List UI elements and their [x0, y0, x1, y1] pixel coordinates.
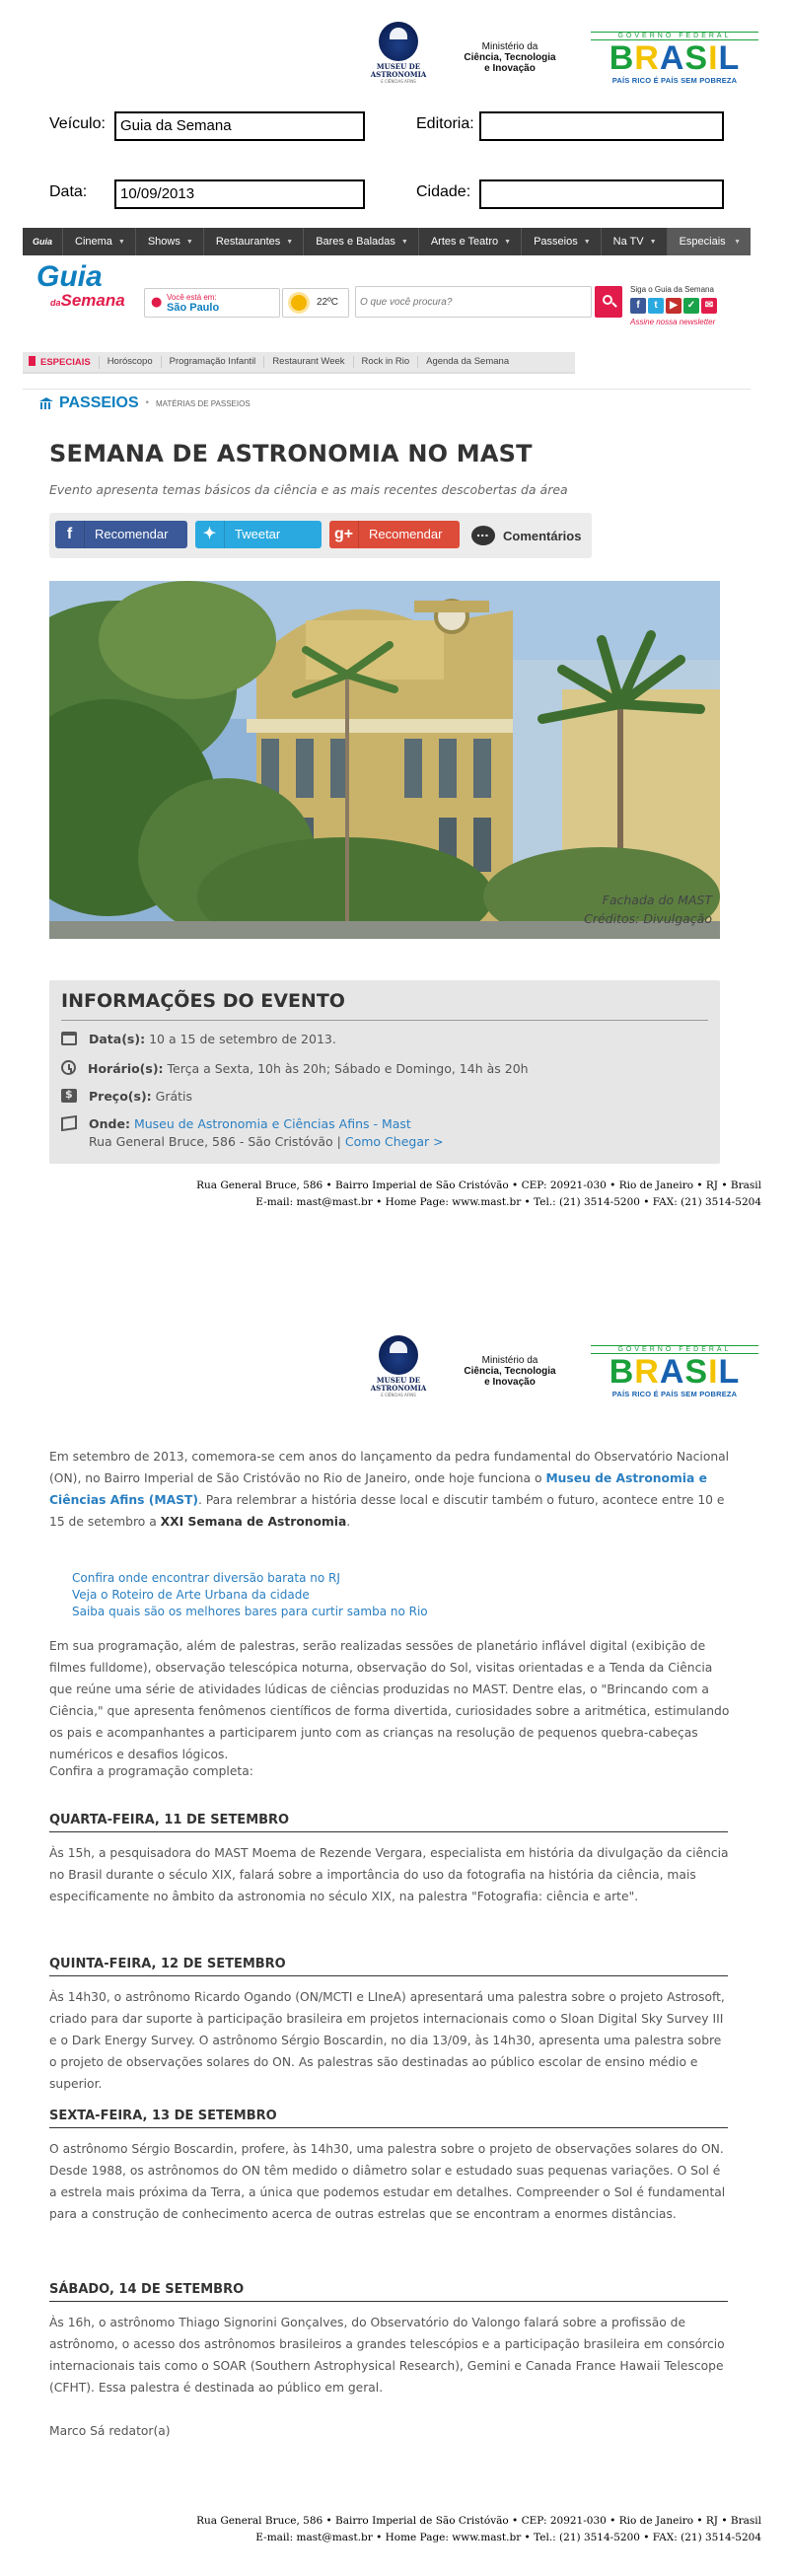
ministry-line3: e Inovação	[484, 1377, 536, 1388]
caret-down-icon: ▼	[400, 238, 408, 246]
brasil-wordmark: BRASIL	[609, 39, 741, 77]
logo-semana-text: Semana	[60, 291, 125, 310]
youtube-icon[interactable]: ▶	[666, 298, 681, 314]
subnav-horoscopo[interactable]: Horóscopo	[100, 356, 162, 368]
day-heading: QUINTA-FEIRA, 12 DE SETEMBRO	[49, 1957, 728, 1976]
ministry-line1: Ministério da	[481, 1355, 538, 1366]
event-date-value: 10 a 15 de setembro de 2013.	[149, 1032, 336, 1046]
mast-emblem-icon	[379, 1335, 418, 1375]
brasil-wordmark: BRASIL	[609, 1353, 741, 1391]
map-icon	[61, 1115, 77, 1131]
day-heading: SEXTA-FEIRA, 13 DE SETEMBRO	[49, 2109, 728, 2128]
share-label: Tweetar	[235, 527, 281, 541]
city-field[interactable]	[479, 179, 724, 209]
ministry-line2: Ciência, Tecnologia	[464, 52, 556, 63]
share-bar	[49, 513, 592, 558]
event-time-row	[61, 1060, 529, 1076]
subnav-label: ESPECIAIS	[40, 356, 91, 368]
brasil-tagline: PAÍS RICO É PAÍS SEM POBREZA	[611, 76, 738, 85]
search-input[interactable]	[360, 292, 567, 312]
twitter-icon[interactable]: t	[648, 298, 664, 314]
intro-text-2: . Para relembrar a história desse local e discutir também o futuro, acontece entre 10 e 15 de setembro a	[49, 1493, 725, 1529]
google-plus-share-button[interactable]	[329, 521, 460, 548]
nav-item-bares[interactable]	[303, 228, 418, 255]
event-time-value: Terça a Sexta, 10h às 20h; Sábado e Domingo, 14h às 20h	[167, 1061, 529, 1076]
nav-item-passeios[interactable]	[521, 228, 601, 255]
event-price-value: Grátis	[155, 1089, 193, 1104]
nav-item-label: Na TV	[612, 236, 644, 248]
event-address-text: Rua General Bruce, 586 - São Cristóvão |	[89, 1134, 341, 1149]
intro-end: .	[346, 1515, 351, 1529]
logo-de: da	[50, 298, 61, 308]
event-where-label: Onde:	[89, 1116, 130, 1131]
clock-icon	[61, 1060, 76, 1075]
related-links	[72, 1570, 428, 1620]
vehicle-label: Veículo:	[49, 115, 106, 132]
caret-down-icon: ▼	[286, 238, 294, 246]
subnav-rock-in-rio[interactable]: Rock in Rio	[354, 356, 419, 368]
nav-item-label: Cinema	[75, 236, 112, 248]
temperature: 22ºC	[317, 297, 338, 308]
day-text: Às 14h30, o astrônomo Ricardo Ogando (ON/MCTI e LIneA) apresentará uma palestra sobre o projeto Astrosoft, criado para dar suporte à participação brasileira em projetos internacionais como o Sloan Digital Sky Survey III e o Dark Energy Survey. O astrônomo Sérgio Boscardin, no dia 13/09, às 14h30, apresenta uma palestra sobre o projeto de observações solares do ON. As palestras são destinadas ao público escolar de ensino médio e superior.	[49, 1990, 725, 2091]
clipping-page-2	[0, 1288, 789, 2576]
program-intro: Confira a programação completa:	[49, 1764, 253, 1778]
related-link[interactable]: Confira onde encontrar diversão barata no RJ	[72, 1571, 340, 1585]
ministry-line1: Ministério da	[481, 41, 538, 52]
program-paragraph: Em sua programação, além de palestras, serão realizadas sessões de planetário inflável digital (exibição de filmes fulldome), observação telescópica noturna, observação do Sol, visitas orientadas e a Tenda da Ciência que reúne uma série de atividades lúdicas de ciências produzidas no MAST. Dentre elas, o "Brincando com a Ciência," que apresenta fenômenos científicos de forma divertida, curiosidades sobre a aritmética, estimulando os pais e acompanhantes a participarem junto com as crianças na resolução de pequenos quebra-cabeças numéricos e desafios lógicos.	[49, 1639, 730, 1761]
event-price-label: Preço(s):	[89, 1089, 152, 1104]
ministry-logo	[461, 1355, 559, 1388]
nav-item-label: Passeios	[534, 236, 578, 248]
brasil-tagline: PAÍS RICO É PAÍS SEM POBREZA	[611, 1390, 738, 1398]
mast-link[interactable]: Museu de Astronomia e Ciências Afins (MAST)	[49, 1471, 707, 1507]
footer-address-2	[196, 2513, 761, 2546]
share-label: Recomendar	[369, 527, 443, 541]
date-label: Data:	[49, 183, 88, 200]
photo-credit: Créditos: Divulgação	[584, 911, 712, 926]
vehicle-field[interactable]: Guia da Semana	[114, 111, 365, 141]
subnav-programacao-infantil[interactable]: Programação Infantil	[162, 356, 265, 368]
checkin-icon[interactable]: ✓	[683, 298, 699, 314]
mast-logo-sub: E CIÊNCIAS AFINS	[381, 79, 416, 84]
subnav-agenda[interactable]: Agenda da Semana	[426, 356, 510, 367]
museum-icon	[39, 397, 53, 409]
nav-item-label: Artes e Teatro	[430, 236, 499, 248]
mail-icon[interactable]: ✉	[701, 298, 717, 314]
brasil-gov-logo	[591, 32, 758, 89]
directions-link[interactable]: Como Chegar >	[344, 1134, 444, 1149]
gov-federal-label: GOVERNO FEDERAL	[591, 32, 758, 40]
intro-text-1: Em setembro de 2013, comemora-se cem anos do lançamento da pedra fundamental do Observatório Nacional (ON), no Bairro Imperial de São Cristóvão no Rio de Janeiro, onde hoje funciona o	[49, 1450, 730, 1485]
facebook-icon: f	[55, 521, 85, 548]
divider	[23, 389, 751, 390]
guia-da-semana-logo[interactable]	[36, 260, 125, 322]
logo-semana	[50, 291, 125, 312]
article-subtitle: Evento apresenta temas básicos da ciência e as mais recentes descobertas da área	[49, 482, 568, 497]
editorial-label: Editoria:	[416, 115, 474, 132]
price-tag-icon	[61, 1089, 77, 1103]
mast-logo	[367, 1335, 430, 1398]
nav-item-natv[interactable]	[601, 228, 667, 255]
day-text: Às 16h, o astrônomo Thiago Signorini Gonçalves, do Observatório do Valongo falará sobre a profissão de astrônomo, o acesso dos astrônomos brasileiros a grandes telescópios e a participação brasileira em consórcio internacionais tais como o SOAR (Southern Astrophysical Research), Gemini e Canada France Hawaii Telescope (CFHT). Essa palestra é destinada ao público em geral.	[49, 2316, 725, 2395]
editorial-field[interactable]	[479, 111, 724, 141]
facebook-share-button[interactable]	[55, 521, 187, 548]
hero-photo-mast-facade	[49, 581, 720, 939]
event-venue-link[interactable]: Museu de Astronomia e Ciências Afins - Mast	[133, 1116, 411, 1131]
specials-subnav	[23, 352, 575, 374]
event-info-box	[49, 980, 720, 1164]
facebook-icon[interactable]: f	[630, 298, 646, 314]
search-button[interactable]	[595, 286, 622, 318]
mast-logo-name: MUSEU DE ASTRONOMIA	[370, 62, 427, 79]
location-selector[interactable]	[144, 288, 280, 318]
event-date-row	[61, 1032, 336, 1046]
nav-item-artes[interactable]	[418, 228, 521, 255]
date-field[interactable]: 10/09/2013	[114, 179, 365, 209]
nav-item-especiais[interactable]	[667, 228, 751, 255]
city-label: Cidade:	[416, 183, 471, 200]
breadcrumb	[39, 394, 251, 412]
caret-down-icon: ▼	[649, 238, 657, 246]
event-price-row	[61, 1089, 192, 1104]
caret-down-icon: ▼	[117, 238, 125, 246]
nav-item-restaurantes[interactable]	[203, 228, 303, 255]
caret-down-icon: ▼	[734, 238, 741, 246]
nav-item-label: Restaurantes	[215, 236, 281, 248]
event-info-title: INFORMAÇÕES DO EVENTO	[61, 990, 345, 1012]
event-date-label: Data(s):	[89, 1032, 146, 1046]
day-text: Às 15h, a pesquisadora do MAST Moema de Rezende Vergara, especialista em história da divulgação da ciência no Brasil durante o século XIX, falará sobre a importância do uso da fotografia na história da ciência, mais especificamente no âmbito da astronomia no século XIX, na palestra "Fotografia: ciência e arte".	[49, 1846, 729, 1903]
sun-icon	[291, 295, 307, 311]
logo-guia: Guia	[36, 260, 103, 293]
related-link[interactable]: Veja o Roteiro de Arte Urbana da cidade	[72, 1588, 310, 1602]
calendar-icon	[61, 1032, 77, 1045]
caret-down-icon: ▼	[504, 238, 512, 246]
comment-bubble-icon	[471, 526, 495, 545]
share-label: Recomendar	[95, 527, 169, 541]
ministry-line3: e Inovação	[484, 63, 536, 74]
social-heading: Siga o Guia da Semana	[630, 285, 714, 294]
site-mini-logo[interactable]: Guia	[32, 237, 52, 247]
breadcrumb-section[interactable]: PASSEIOS	[59, 394, 139, 411]
twitter-bird-icon: ✦	[195, 521, 225, 548]
header-logos	[367, 22, 761, 91]
nav-item-shows[interactable]	[135, 228, 203, 255]
gov-federal-label: GOVERNO FEDERAL	[591, 1345, 758, 1354]
mast-logo-name: MUSEU DE ASTRONOMIA	[370, 1376, 427, 1393]
subnav-especiais[interactable]	[23, 356, 100, 369]
nav-item-label: Bares e Baladas	[316, 236, 395, 248]
location-pin-icon: ●	[151, 295, 163, 310]
google-plus-icon: g+	[329, 521, 359, 548]
ministry-logo	[461, 41, 559, 74]
header-logos	[367, 1335, 761, 1404]
mast-logo	[367, 22, 430, 85]
day-heading: SÁBADO, 14 DE SETEMBRO	[49, 2282, 728, 2302]
intro-paragraph	[49, 1446, 730, 1554]
brasil-gov-logo	[591, 1345, 758, 1402]
newsletter-link[interactable]: Assine nossa newsletter	[630, 318, 716, 326]
intro-bold: XXI Semana de Astronomia	[160, 1515, 347, 1529]
photo-caption: Fachada do MAST	[602, 893, 712, 907]
subnav-restaurant-week[interactable]: Restaurant Week	[264, 356, 353, 368]
location-city: São Paulo	[167, 302, 220, 314]
caret-down-icon: ▼	[583, 238, 591, 246]
comments-button[interactable]	[471, 523, 581, 548]
nav-item-label: Shows	[147, 236, 180, 248]
bookmark-icon	[29, 356, 36, 366]
ministry-line2: Ciência, Tecnologia	[464, 1366, 556, 1377]
weather-widget[interactable]	[282, 288, 349, 318]
event-time-label: Horário(s):	[88, 1061, 164, 1076]
mast-emblem-icon	[379, 22, 418, 61]
nav-item-label: Especiais	[679, 236, 726, 248]
author-signature: Marco Sá redator(a)	[49, 2424, 171, 2438]
footer-address-1	[196, 1178, 761, 1211]
site-top-nav	[23, 228, 751, 255]
day-text: O astrônomo Sérgio Boscardin, profere, às 14h30, uma palestra sobre o projeto de observações solares do ON. Desde 1988, os astrônomos do ON têm medido o diâmetro solar e estudado suas pequenas variações. O Sol é a estrela mais próxima da Terra, a única que podemos estudar em detalhes. Compreender o Sol é fundamental para a construção de conhecimento acerca de outras estrelas que se encontram a enormes distâncias.	[49, 2142, 726, 2221]
article-title: SEMANA DE ASTRONOMIA NO MAST	[49, 440, 533, 467]
nav-item-cinema[interactable]	[62, 228, 135, 255]
footer-line2: E-mail: mast@mast.br • Home Page: www.mast.br • Tel.: (21) 3514-5200 • FAX: (21) 3514-5204	[255, 2532, 761, 2543]
related-link[interactable]: Saiba quais são os melhores bares para curtir samba no Rio	[72, 1605, 428, 1618]
footer-line1: Rua General Bruce, 586 • Bairro Imperial de São Cristóvão • CEP: 20921-030 • Rio de Janeiro • RJ • Brasil	[196, 1180, 761, 1191]
caret-down-icon: ▼	[185, 238, 193, 246]
event-address	[89, 1134, 444, 1149]
social-icons	[630, 298, 717, 314]
breadcrumb-separator: •	[144, 398, 150, 408]
breadcrumb-sub[interactable]: MATÉRIAS DE PASSEIOS	[155, 398, 251, 408]
event-where-row	[61, 1116, 411, 1131]
search-box	[355, 286, 592, 318]
day-heading: QUARTA-FEIRA, 11 DE SETEMBRO	[49, 1813, 728, 1832]
location-label: Você está em:	[167, 293, 217, 302]
site-header	[23, 258, 751, 347]
divider	[61, 1020, 708, 1021]
comments-label: Comentários	[503, 528, 582, 543]
mast-logo-sub: E CIÊNCIAS AFINS	[381, 1393, 416, 1397]
twitter-share-button[interactable]	[195, 521, 322, 548]
footer-line2: E-mail: mast@mast.br • Home Page: www.mast.br • Tel.: (21) 3514-5200 • FAX: (21) 3514-5204	[255, 1196, 761, 1208]
footer-line1: Rua General Bruce, 586 • Bairro Imperial de São Cristóvão • CEP: 20921-030 • Rio de Janeiro • RJ • Brasil	[196, 2515, 761, 2527]
